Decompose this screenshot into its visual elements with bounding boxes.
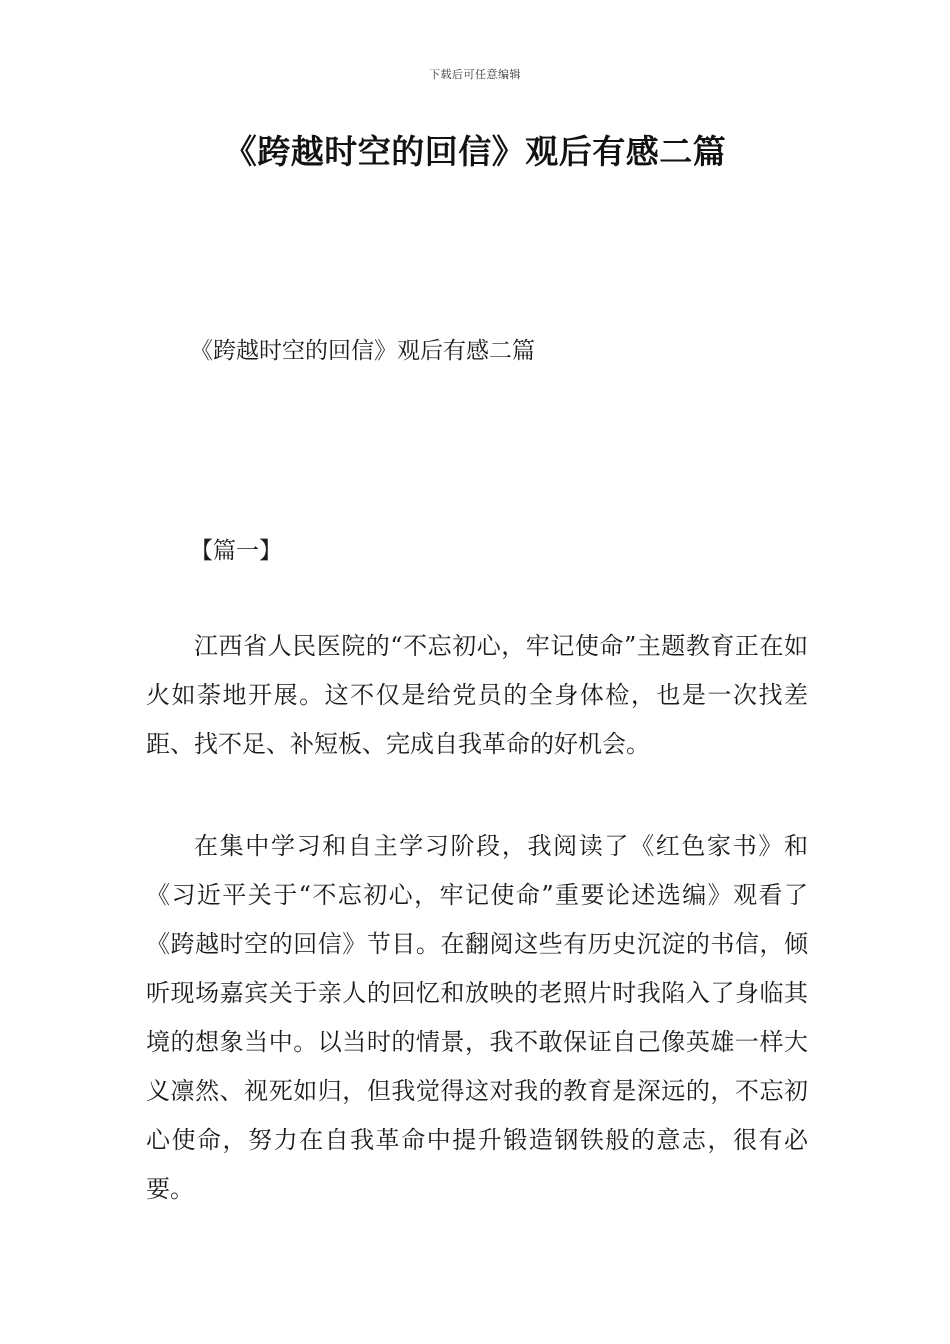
paragraph-2: 在集中学习和自主学习阶段，我阅读了《红色家书》和《习近平关于“不忘初心，牢记使命”重要论述选编》观看了《跨越时空的回信》节目。在翻阅这些有历史沉淀的书信，倾听现场嘉宾关于亲人的回忆和放映的老照片时我陷入了身临其境的想象当中。以当时的情景，我不敢保证自己像英雄一样大义凛然、视死如归，但我觉得这对我的教育是深远的，不忘初心使命，努力在自我革命中提升锻造钢铁般的意志，很有必要。	[146, 832, 808, 1203]
paragraph-1: 江西省人民医院的“不忘初心，牢记使命”主题教育正在如火如荼地开展。这不仅是给党员的全身体检，也是一次找差距、找不足、补短板、完成自我革命的好机会。	[146, 632, 808, 758]
document-subtitle: 《跨越时空的回信》观后有感二篇	[190, 338, 535, 364]
header-note: 下载后可任意编辑	[429, 68, 521, 81]
section-heading: 【篇一】	[190, 538, 282, 564]
document-title: 《跨越时空的回信》观后有感二篇	[223, 132, 727, 171]
